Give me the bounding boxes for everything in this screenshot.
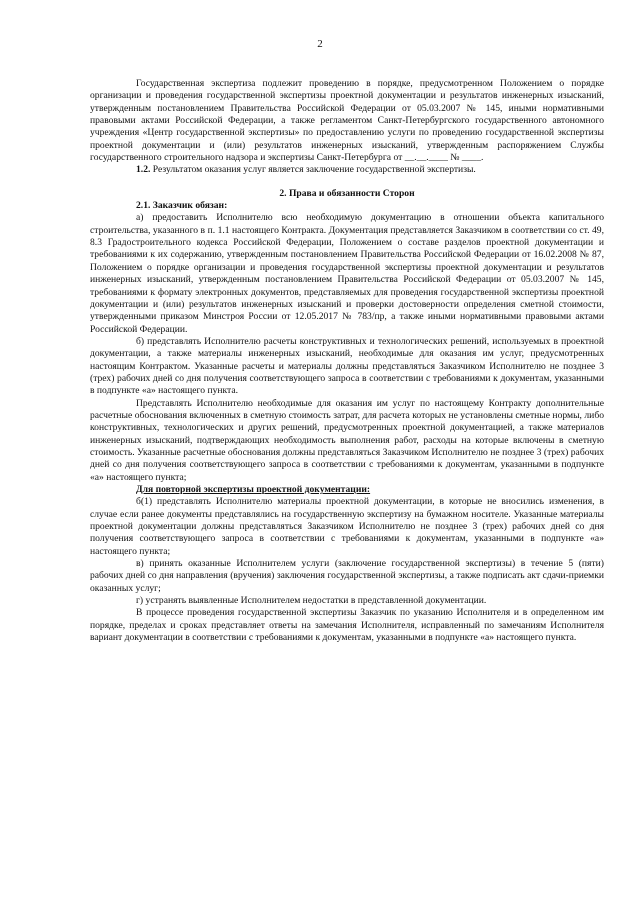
- repeat-expertise-heading: Для повторной экспертизы проектной документации:: [136, 484, 371, 495]
- clause-1-2: [90, 164, 604, 176]
- item-b: б) представлять Исполнителю расчеты конструктивных и технологических решений, используемых в проектной документации, а также материалы инженерных изысканий, необходимые для оказания им услуг, предусмотренных настоящим Контрактом. Указанные расчеты и материалы должны представляться Заказчиком Исполнителю не позднее 3 (трех) рабочих дней со дня получения соответствующего запроса в соответствии с требованиями к документам, указанными в подпункте «а» настоящего пункта.: [90, 335, 604, 397]
- page-number: 2: [317, 38, 323, 50]
- paragraph-additional-calculations: Представлять Исполнителю необходимые для оказания им услуг по настоящему Контракту дополнительные расчетные обоснования включенных в сметную стоимость затрат, для расчета которых не установлены сметные нормы, либо конструктивных, технологических и других решений, предусмотренных проектной документацией, а также материалов инженерных изысканий, подтверждающих необходимость выполнения работ, расходы на которые включены в сметную стоимость. Указанные расчетные обоснования должны представляться Заказчиком Исполнителю не позднее 3 (трех) рабочих дней со дня получения соответствующего запроса в соответствии с требованиями к документам, указанными в подпункте «а» настоящего пункта;: [90, 397, 604, 483]
- document-body: [90, 78, 604, 644]
- item-v: в) принять оказанные Исполнителем услуги (заключение государственной экспертизы) в течение 5 (пяти) рабочих дней со дня направления (вручения) заключения государственной экспертизы, а также подписать акт сдачи-приемки оказанных услуг;: [90, 558, 604, 594]
- item-g: г) устранять выявленные Исполнителем недостатки в представленной документации.: [136, 595, 487, 607]
- clause-1-2-text: Результатом оказания услуг является заключение государственной экспертизы.: [150, 164, 476, 176]
- item-b1: б(1) представлять Исполнителю материалы проектной документации, в которые не вносились изменения, в случае если ранее документы представлялись на государственную экспертизу на бумажном носителе. Указанные материалы проектной документации должны представляться Заказчиком Исполнителю не позднее 3 (трех) рабочих дней со дня получения соответствующего запроса в соответствии с требованиями к документам, указанными в подпункте «а» настоящего пункта;: [90, 496, 604, 557]
- item-a: а) предоставить Исполнителю всю необходимую документацию в отношении объекта капитального строительства, указанного в п. 1.1 настоящего Контракта. Документация представляется Заказчиком в соответствии со ст. 49, 8.3 Градостроительного кодекса Российской Федерации, Положением о составе разделов проектной документации и требованиями к их содержанию, утвержденным постановлением Правительства Российской Федерации от 16.02.2008 № 87, Положением о порядке организации и проведения государственной экспертизы проектной документации и результатов инженерных изысканий, утвержденным постановлением Правительства Российской Федерации от 05.03.2007 № 145, требованиями к формату электронных документов, представляемых для проведения государственной экспертизы проектной документации и (или) результатов инженерных изысканий и проверки достоверности определения сметной стоимости, утвержденными приказом Минстроя России от 12.05.2017 № 783/пр, а также иными нормативными правовыми актами Российской Федерации.: [90, 212, 604, 335]
- clause-1-2-number: 1.2.: [136, 164, 151, 176]
- paragraph-final: В процессе проведения государственной экспертизы Заказчик по указанию Исполнителя и в определенном им порядке, пределах и сроках представляет ответы на замечания Исполнителя, исправленный по замечаниям Исполнителя вариант документации в соответствии с требованиями к документам, указанными в подпункте «а» настоящего пункта.: [90, 607, 604, 644]
- clause-2-1-heading: 2.1. Заказчик обязан:: [136, 200, 228, 212]
- paragraph-state-expertise-procedure: Государственная экспертиза подлежит проведению в порядке, предусмотренном Положением о порядке организации и проведения государственной экспертизы проектной документации и результатов инженерных изысканий, утвержденным постановлением Правительства Российской Федерации от 05.03.2007 № 145, иными нормативными правовыми актами Российской Федерации, а также регламентом Санкт-Петербургского государственного автономного учреждения «Центр государственной экспертизы» по предоставлению услуги по проведению государственной экспертизы проектной документации и (или) результатов инженерных изысканий, утвержденным распоряжением Службы государственного строительного надзора и экспертизы Санкт-Петербурга от __.__.____ № ____.: [90, 78, 604, 164]
- section-2-title: 2. Права и обязанности Сторон: [279, 187, 415, 199]
